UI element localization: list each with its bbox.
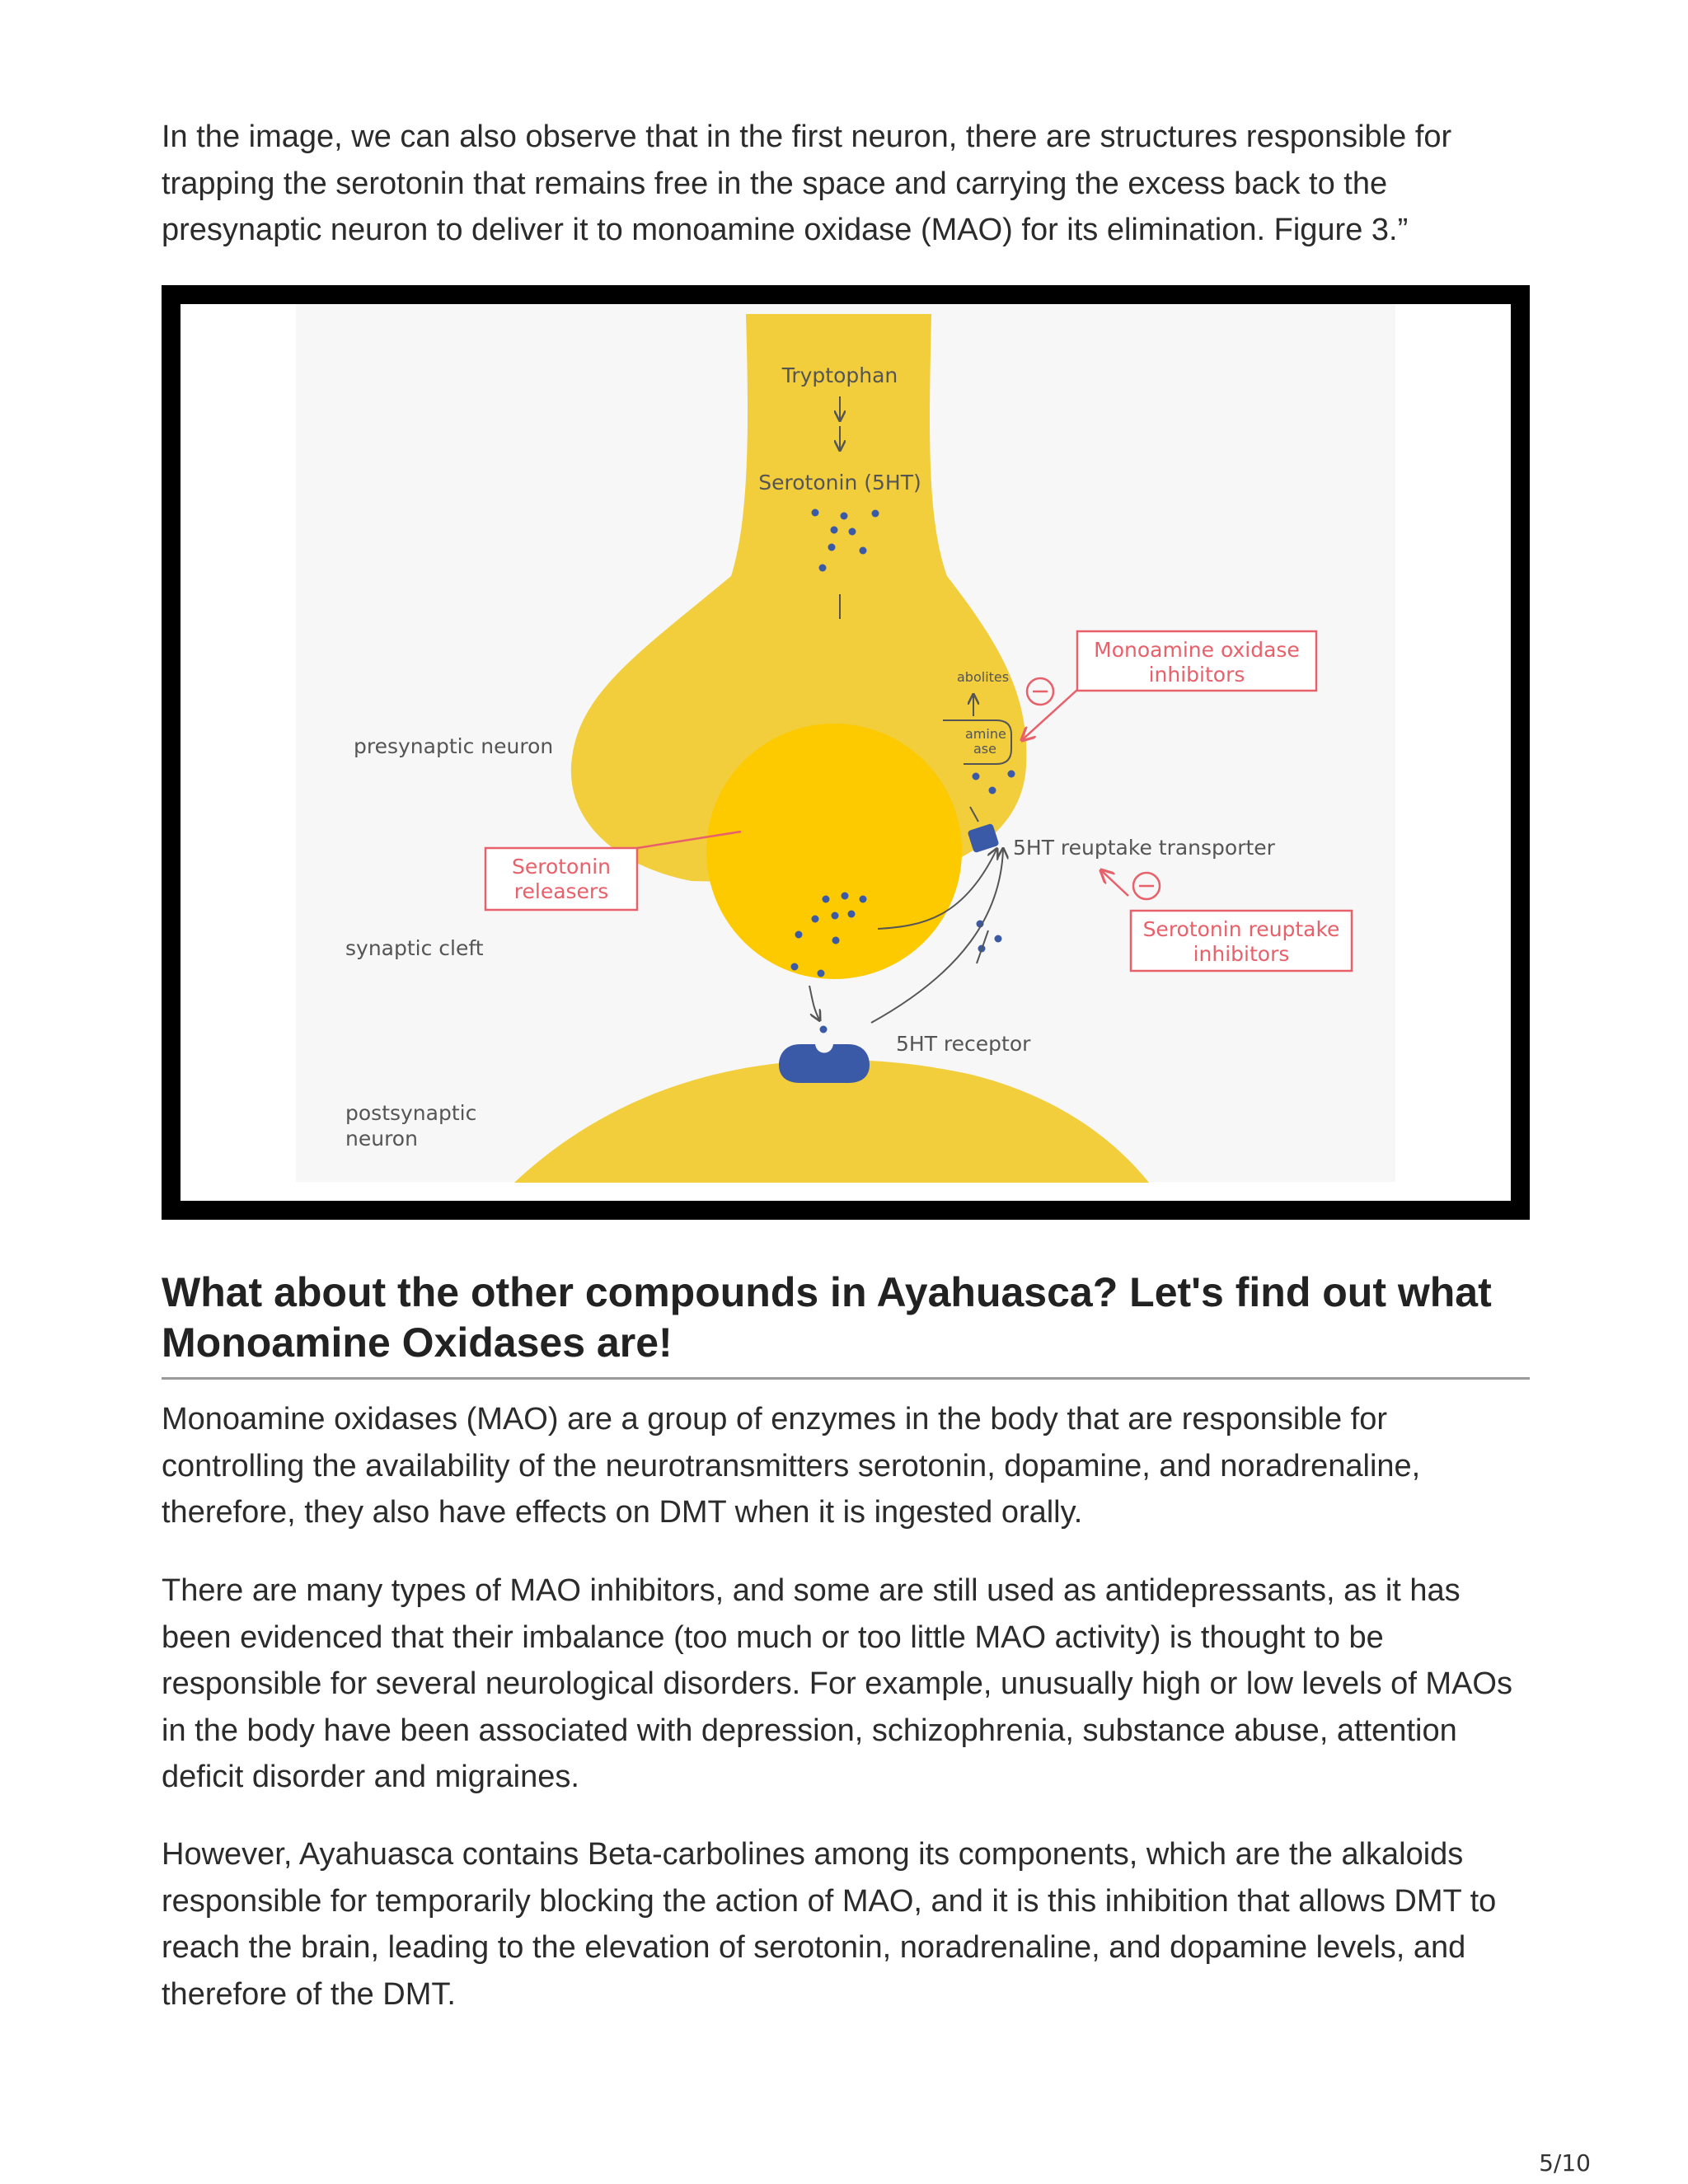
heading-divider	[162, 1377, 1530, 1380]
receptor-label: 5HT receptor	[896, 1032, 1031, 1056]
synapse-diagram	[181, 304, 1511, 1201]
reuptake-inhibitors-line2: inhibitors	[1193, 942, 1290, 966]
postsynaptic-line2: neuron	[345, 1127, 418, 1151]
intro-paragraph: In the image, we can also observe that in the first neuron, there are structures responsible for trapping the serotonin that remains free in the space and carrying the excess back to the presynaptic neuron to deliver it to monoamine oxidase (MAO) for its elimination. Figure 3.”	[162, 120, 1452, 247]
synaptic-cleft-label: synaptic cleft	[345, 936, 484, 960]
serotonin-releasers-line1: Serotonin	[511, 855, 612, 879]
mao-inhibitors-line2: inhibitors	[1148, 663, 1245, 687]
reuptake-transporter-label: 5HT reuptake transporter	[1013, 836, 1275, 860]
paragraph-2: There are many types of MAO inhibitors, and some are still used as antidepressants, as it has been evidenced that their imbalance (too much or too little MAO activity) is thought to be responsible for several neurological disorders. For example, unusually high or low levels of MAOs in the body have been associated with depression, schizophrenia, substance abuse, attention deficit disorder and migraines.	[162, 1573, 1512, 1794]
mao-inhibitors-line1: Monoamine oxidase	[1094, 638, 1300, 662]
postsynaptic-line1: postsynaptic	[345, 1101, 477, 1125]
metabolites-fragment: abolites	[957, 669, 1010, 685]
paragraph-3: However, Ayahuasca contains Beta-carbolines among its components, which are the alkaloids responsible for temporarily blocking the action of MAO, and it is this inhibition that allows DMT to reach the brain, leading to the elevation of serotonin, noradrenaline, and dopamine levels, and therefore of the DMT.	[162, 1837, 1497, 2012]
mao-fragment-1: amine	[965, 726, 1006, 742]
page-number: 5/10	[1539, 2149, 1591, 2177]
serotonin-5ht-label: Serotonin (5HT)	[758, 471, 921, 494]
figure-canvas	[181, 304, 1511, 1201]
tryptophan-label: Tryptophan	[781, 363, 898, 387]
mao-fragment-2: ase	[973, 741, 996, 757]
section-heading: What about the other compounds in Ayahuasca? Let's find out what Monoamine Oxidases are!	[162, 1269, 1492, 1366]
synapse-figure	[162, 285, 1530, 1220]
serotonin-releasers-line2: releasers	[513, 879, 609, 903]
presynaptic-neuron-label: presynaptic neuron	[354, 734, 554, 758]
reuptake-inhibitors-line1: Serotonin reuptake	[1142, 917, 1340, 941]
paragraph-1: Monoamine oxidases (MAO) are a group of enzymes in the body that are responsible for controlling the availability of the neurotransmitters serotonin, dopamine, and noradrenaline, therefore, they also have effects on DMT when it is ingested orally.	[162, 1402, 1421, 1530]
